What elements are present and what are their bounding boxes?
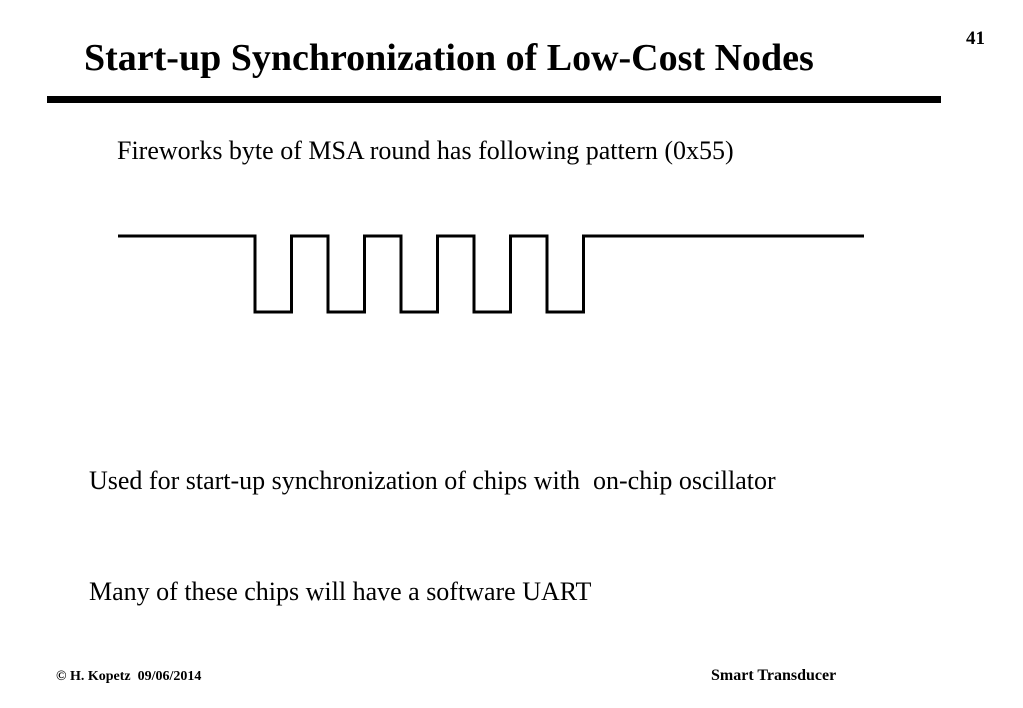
title-divider [47,96,941,103]
body-line-software-uart: Many of these chips will have a software UART [89,577,592,606]
footer-author-date: © H. Kopetz 09/06/2014 [56,669,202,684]
body-text [89,388,776,647]
fireworks-byte-waveform [110,222,880,332]
slide-title: Start-up Synchronization of Low-Cost Nodes [84,37,814,79]
body-line-oscillator: Used for start-up synchronization of chips with on-chip oscillator [89,466,776,495]
waveform-signal-line [118,236,864,312]
intro-text: Fireworks byte of MSA round has following pattern (0x55) [117,136,734,165]
footer-course-title: Smart Transducer [711,667,837,684]
slide-number: 41 [966,28,985,49]
